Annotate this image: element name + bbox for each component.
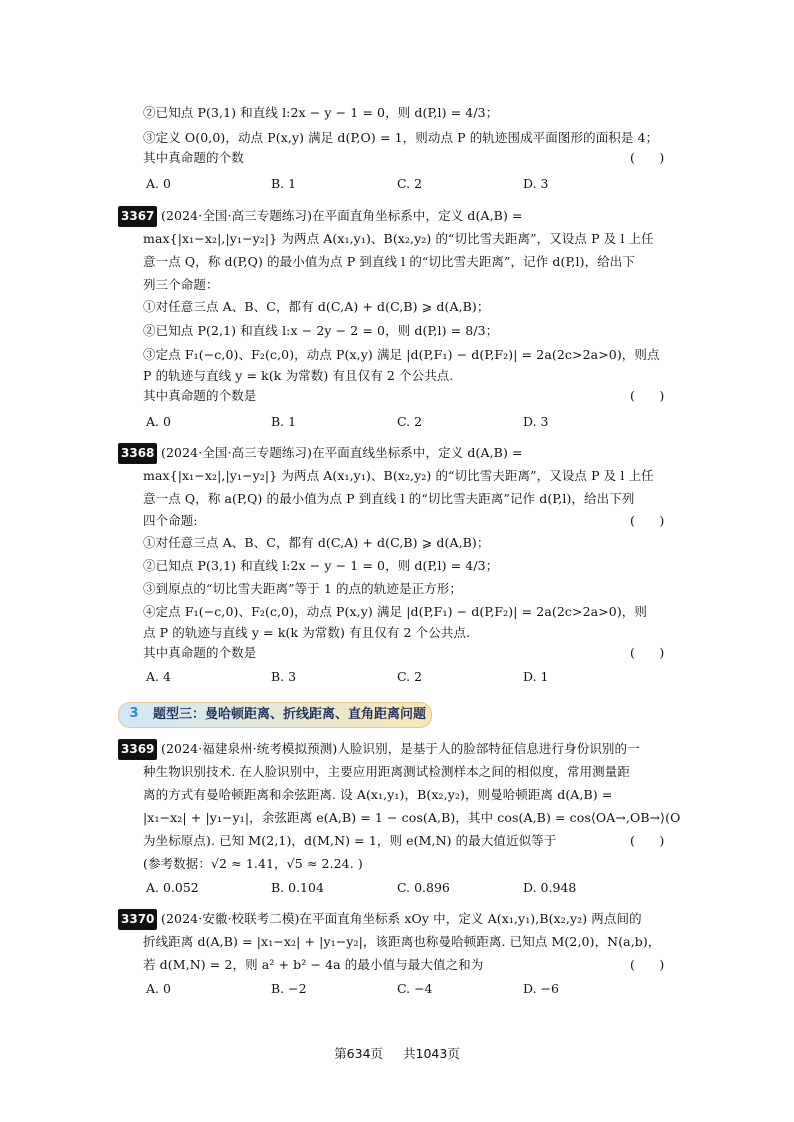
statement-line: 其中真命题的个数 (143, 150, 244, 165)
question-number-badge: 3370 (118, 909, 157, 930)
option-a: A. 4 (146, 669, 171, 684)
question-line: 点 P 的轨迹与直线 y = k(k 为常数) 有且仅有 2 个公共点. (143, 625, 471, 640)
option-a: A. 0 (146, 414, 171, 429)
question-line: 四个命题: (143, 513, 198, 528)
question-line: ③定点 F₁(−c,0)、F₂(c,0)，动点 P(x,y) 满足 |d(P,F₁) − d(P,F₂)| = 2a(2c>2a>0)，则点 (143, 347, 660, 362)
option-b: B. 0.104 (271, 880, 324, 895)
option-a: A. 0.052 (146, 880, 199, 895)
question-line: ①对任意三点 A、B、C，都有 d(C,A) + d(C,B) ⩾ d(A,B)； (143, 535, 490, 550)
question-line: 其中真命题的个数是 (143, 388, 257, 403)
question-line: 列三个命题： (143, 277, 219, 292)
option-d: D. 0.948 (523, 880, 577, 895)
option-c: C. −4 (397, 981, 433, 996)
question-number-badge: 3369 (118, 739, 157, 760)
question-line: ①对任意三点 A、B、C，都有 d(C,A) + d(C,B) ⩾ d(A,B)； (143, 299, 490, 314)
question-line: |x₁−x₂| + |y₁−y₁|，余弦距离 e(A,B) = 1 − cos(A,B)，其中 cos(A,B) = cos⟨OA→,OB→⟩(O (143, 810, 681, 825)
option-b: B. −2 (271, 981, 307, 996)
option-c: C. 0.896 (397, 880, 450, 895)
question-line: max{|x₁−x₂|,|y₁−y₂|} 为两点 A(x₁,y₁)、B(x₂,y₂) 的“切比雪夫距离”，又设点 P 及 l 上任 (143, 231, 654, 246)
answer-paren: ( ) (630, 150, 665, 165)
page-number: 第634页 (334, 1046, 384, 1061)
section-number: 3 (129, 706, 139, 721)
question-number-badge: 3367 (118, 206, 157, 227)
question-line: max{|x₁−x₂|,|y₁−y₂|} 为两点 A(x₁,y₁)、B(x₂,y₂) 的“切比雪夫距离”，又设点 P 及 l 上任 (143, 468, 654, 483)
answer-paren: ( ) (630, 957, 665, 972)
question-line: (2024·安徽·校联考二模)在平面直角坐标系 xOy 中，定义 A(x₁,y₁),B(x₂,y₂) 两点间的 (161, 911, 642, 926)
question-line: 其中真命题的个数是 (143, 645, 257, 660)
question-line: ③到原点的“切比雪夫距离”等于 1 的点的轨迹是正方形； (143, 581, 462, 596)
question-line: (2024·全国·高三专题练习)在平面直线坐标系中，定义 d(A,B) = (161, 445, 523, 460)
question-line: (2024·全国·高三专题练习)在平面直角坐标系中，定义 d(A,B) = (161, 208, 523, 223)
question-line: P 的轨迹与直线 y = k(k 为常数) 有且仅有 2 个公共点. (143, 368, 454, 383)
option-c: C. 2 (397, 176, 423, 191)
question-line: ④定点 F₁(−c,0)、F₂(c,0)，动点 P(x,y) 满足 |d(P,F₁) − d(P,F₂)| = 2a(2c>2a>0)，则 (143, 604, 648, 619)
question-line: (2024·福建泉州·统考模拟预测)人脸识别，是基于人的脸部特征信息进行身份识别的一 (161, 741, 640, 756)
question-line: 种生物识别技术. 在人脸识别中，主要应用距离测试检测样本之间的相似度，常用测量距 (143, 764, 630, 779)
answer-paren: ( ) (630, 513, 665, 528)
option-b: B. 3 (271, 669, 297, 684)
answer-paren: ( ) (630, 833, 665, 848)
option-d: D. 3 (523, 414, 549, 429)
option-a: A. 0 (146, 176, 171, 191)
question-line: (参考数据：√2 ≈ 1.41，√5 ≈ 2.24. ) (143, 856, 363, 871)
option-b: B. 1 (271, 414, 297, 429)
question-line: 若 d(M,N) = 2，则 a² + b² − 4a 的最小值与最大值之和为 (143, 957, 484, 972)
question-line: 折线距离 d(A,B) = |x₁−x₂| + |y₁−y₂|，该距离也称曼哈顿距离. 已知点 M(2,0)，N(a,b)， (143, 934, 661, 949)
option-d: D. 3 (523, 176, 549, 191)
section-title: 题型三：曼哈顿距离、折线距离、直角距离问题 (153, 707, 427, 722)
question-line: 意一点 Q，称 a(P,Q) 的最小值为点 P 到直线 l 的“切比雪夫距离”记作 d(P,l)，给出下列 (143, 491, 635, 506)
option-d: D. −6 (523, 981, 559, 996)
section-header (118, 702, 432, 728)
option-c: C. 2 (397, 414, 423, 429)
question-line: ②已知点 P(3,1) 和直线 l:2x − y − 1 = 0，则 d(P,l) = 4/3； (143, 558, 499, 573)
question-line: 意一点 Q，称 d(P,Q) 的最小值为点 P 到直线 l 的“切比雪夫距离”，记作 d(P,l)，给出下 (143, 254, 635, 269)
statement-line: ③定义 O(0,0)，动点 P(x,y) 满足 d(P,O) = 1，则动点 P 的轨迹围成平面图形的面积是 4； (143, 130, 659, 145)
statement-line: ②已知点 P(3,1) 和直线 l:2x − y − 1 = 0，则 d(P,l) = 4/3； (143, 105, 499, 120)
question-line: ②已知点 P(2,1) 和直线 l:x − 2y − 2 = 0，则 d(P,l) = 8/3； (143, 323, 499, 338)
option-c: C. 2 (397, 669, 423, 684)
page-footer (0, 1044, 794, 1062)
answer-paren: ( ) (630, 388, 665, 403)
option-b: B. 1 (271, 176, 297, 191)
answer-paren: ( ) (630, 645, 665, 660)
question-number-badge: 3368 (118, 443, 157, 464)
option-d: D. 1 (523, 669, 549, 684)
question-line: 为坐标原点). 已知 M(2,1)，d(M,N) = 1，则 e(M,N) 的最大值近似等于 (143, 833, 557, 848)
page-total: 共1043页 (403, 1046, 460, 1061)
question-line: 离的方式有曼哈顿距离和余弦距离. 设 A(x₁,y₁)，B(x₂,y₂)，则曼哈顿距离 d(A,B) = (143, 787, 613, 802)
option-a: A. 0 (146, 981, 171, 996)
